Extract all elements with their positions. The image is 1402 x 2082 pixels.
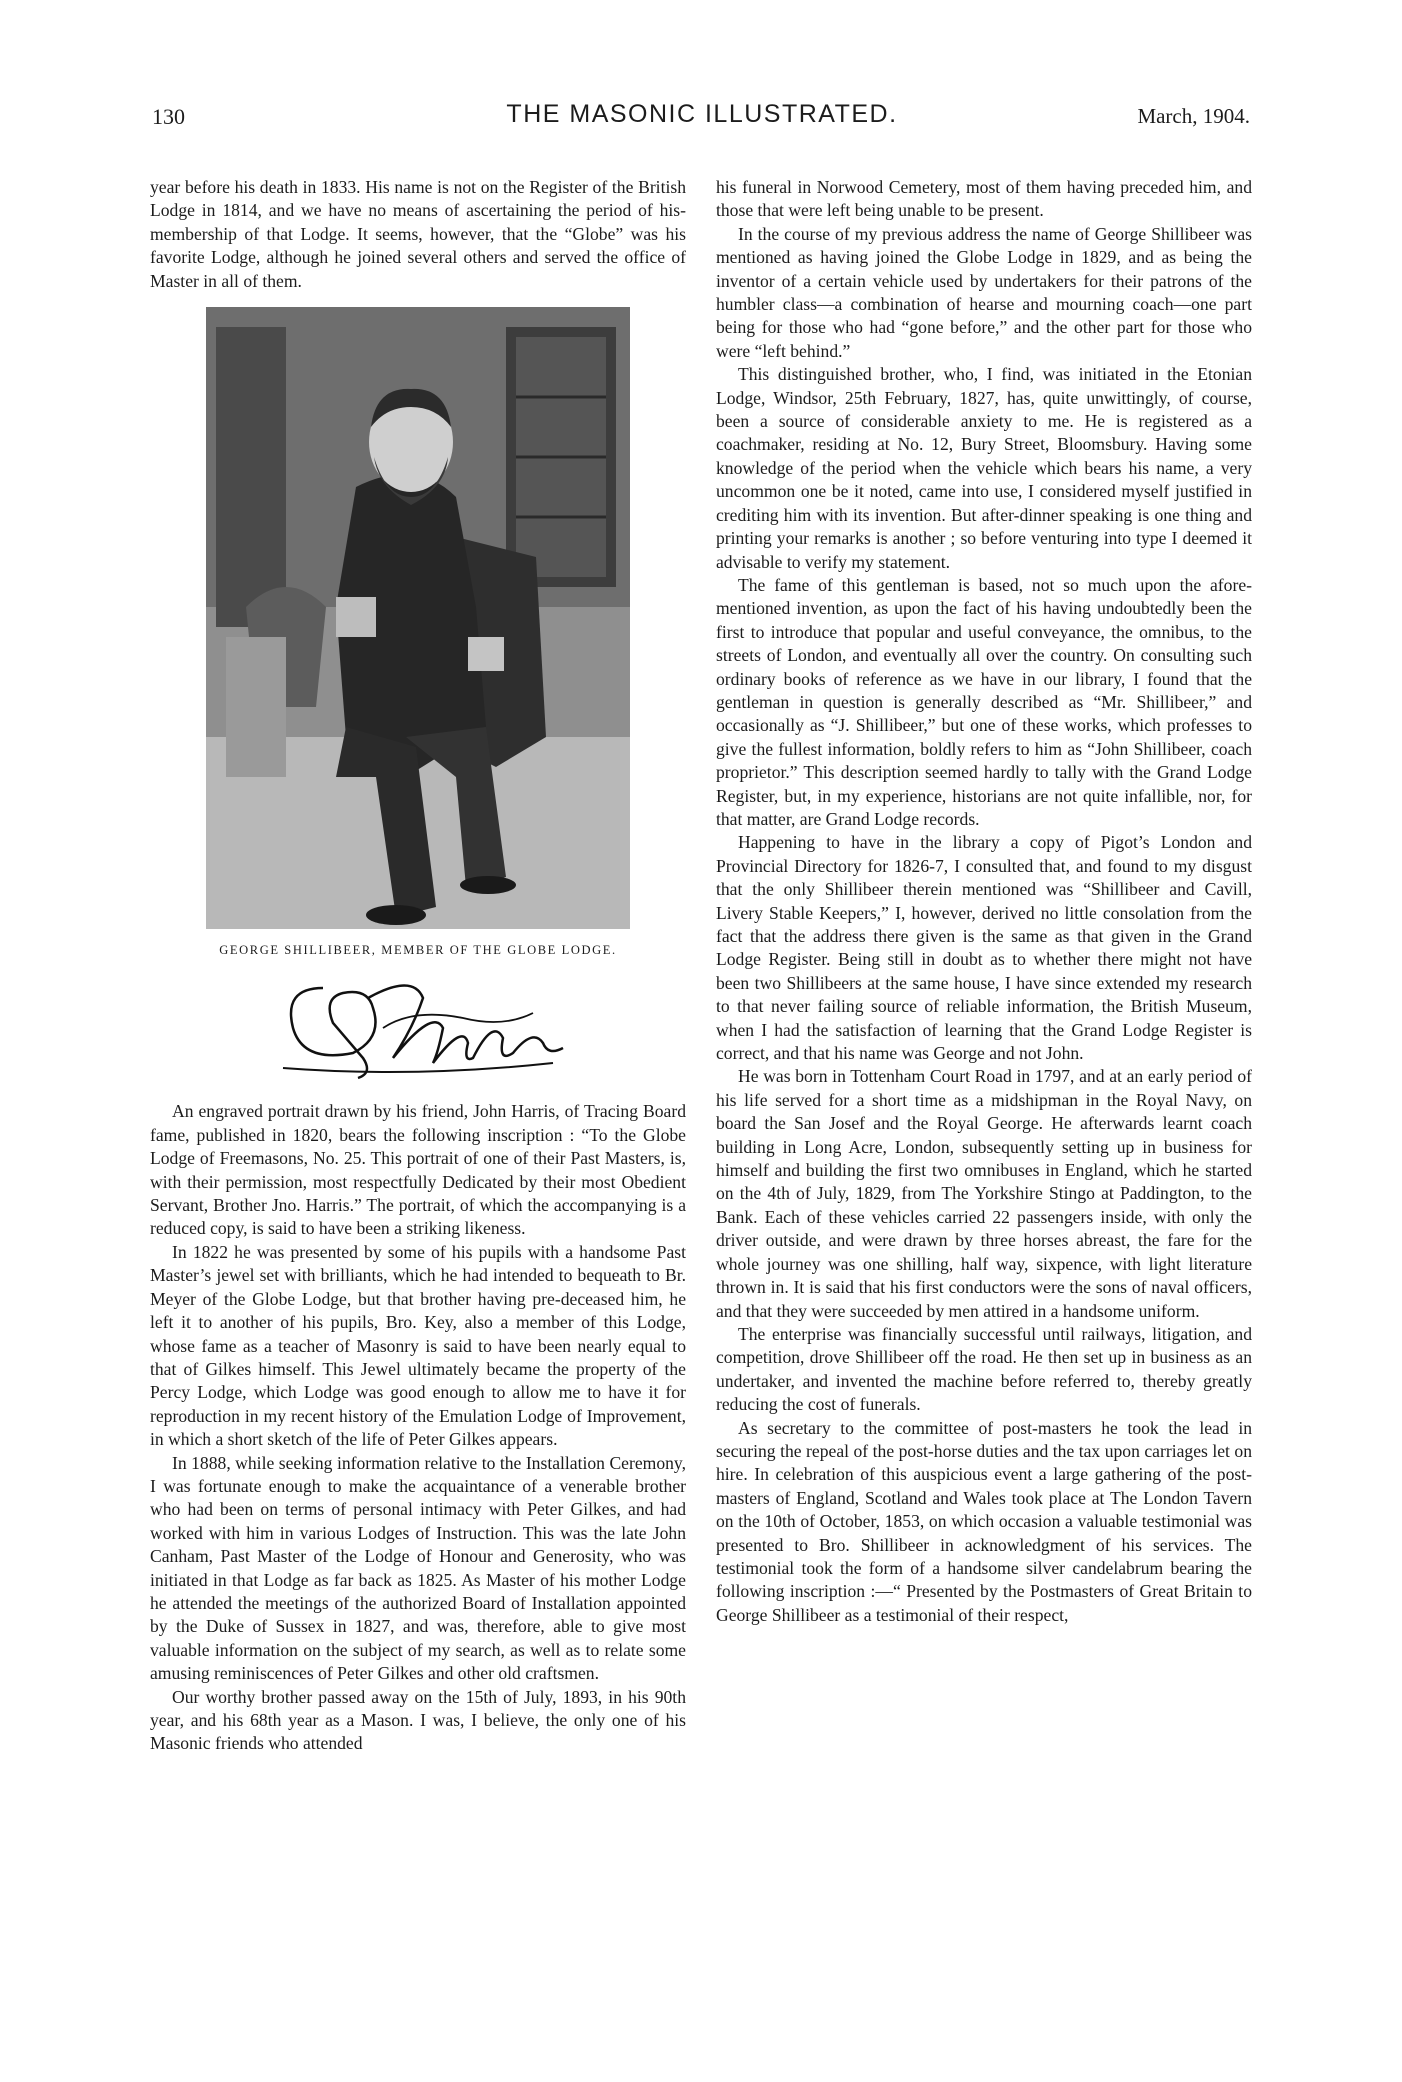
paragraph: The fame of this gentleman is based, not so much upon the afore-mentioned invention, as upon the fact of his having undoubtedly been the first to introduce that popular and useful conveyance, the omnibus, to the streets of London, and eventually all over the country. On consulting such ordinary books of reference as we have in our library, I found that the gentleman in question is generally described as “Mr. Shillibeer,” and occasionally as “J. Shillibeer,” but one of these works, which professes to give the fullest information, boldly refers to him as “John Shillibeer, coach proprietor.” This description seemed hardly to tally with the Grand Lodge Register, but, in my experience, historians are not quite infallible, nor, for that matter, are Grand Lodge records. — [716, 574, 1252, 829]
paragraph: his funeral in Norwood Cemetery, most of them having preceded him, and those that were left being unable to be present. — [716, 177, 1252, 221]
paragraph: He was born in Tottenham Court Road in 1797, and at an early period of his life served for a short time as a midshipman in the Royal Navy, on board the San Josef and the Royal George. He afterwards learnt coach building in Long Acre, London, subsequently setting up in business for himself and building the first two omnibuses in England, which he started on the 4th of July, 1829, from The Yorkshire Stingo at Paddington, to the Bank. Each of these vehicles carried 22 passengers inside, with only the driver outside, and were drawn by three horses abreast, the fare for the whole journey was one shilling, half way, sixpence, with light literature thrown in. It is said that his first conductors were the sons of naval officers, and that they were succeeded by men attired in a handsome uniform. — [716, 1066, 1252, 1321]
portrait-caption: GEORGE SHILLIBEER, MEMBER OF THE GLOBE LODGE. — [219, 943, 617, 958]
page-number: 130 — [152, 104, 185, 129]
page-header — [0, 100, 1402, 140]
issue-date: March, 1904. — [1137, 104, 1250, 128]
signature-image — [263, 968, 573, 1088]
paragraph: In the course of my previous address the name of George Shillibeer was mentioned as having joined the Globe Lodge in 1829, and as being the inventor of a certain vehicle used by undertakers for their patrons of the humbler class—a combination of hearse and mourning coach—one part being for those who had “gone before,” and the other part for those who were “left behind.” — [716, 223, 1252, 361]
paragraph: An engraved portrait drawn by his friend, John Harris, of Tracing Board fame, published in 1820, bears the following inscription : “To the Globe Lodge of Freemasons, No. 25. This portrait of one of their Past Masters, is, with their permission, most respectfully Dedicated by their most Obedient Servant, Brother Jno. Harris.” The portrait, of which the accompanying is a reduced copy, is said to have been a striking likeness. — [150, 1101, 686, 1239]
paragraph: Happening to have in the library a copy of Pigot’s London and Provincial Directory for 1826-7, I consulted that, and found to my disgust that the only Shillibeer therein mentioned was “Shillibeer and Cavill, Livery Stable Keepers,” I, however, derived no little consolation from the fact that the address there given is the same as that given in the Grand Lodge Register. Being still in doubt as to whether there might not have been two Shillibeers at the same house, I have since extended my research to that never failing source of reliable information, the British Museum, when I had the satisfaction of learning that the Grand Lodge Register is correct, and that his name was George and not John. — [716, 832, 1252, 1064]
paragraph: The enterprise was financially successful until railways, litigation, and competition, drove Shillibeer off the road. He then set up in business as an undertaker, and invented the machine before referred to, thereby greatly reducing the cost of funerals. — [716, 1323, 1252, 1415]
left-column — [150, 176, 686, 1756]
paragraph: Our worthy brother passed away on the 15th of July, 1893, in his 90th year, and his 68th year as a Mason. I was, I believe, the only one of his Masonic friends who attended — [150, 1686, 686, 1754]
paragraph: In 1888, while seeking information relative to the Installation Ceremony, I was fortunate enough to make the acquaintance of a venerable brother who had been on terms of personal intimacy with Peter Gilkes, and had worked with him in various Lodges of Instruction. This was the late John Canham, Past Master of the Lodge of Honour and Generosity, who was initiated in that Lodge as far back as 1825. As Master of his mother Lodge he attended the meetings of the authorized Board of Installation appointed by the Duke of Sussex in 1827, and was, therefore, able to give most valuable information on the subject of my search, as well as to relate some amusing reminiscences of Peter Gilkes and other old craftsmen. — [150, 1452, 686, 1684]
paragraph: As secretary to the committee of post-masters he took the lead in securing the repeal of the post-horse duties and the tax upon carriages let on hire. In celebration of this auspicious event a large gathering of the post-masters of England, Scotland and Wales took place at The London Tavern on the 10th of October, 1853, on which occasion a valuable testimonial was presented to Bro. Shillibeer in acknowledgment of his services. The testimonial took the form of a handsome silver candelabrum bearing the following inscription :—“ Presented by the Postmasters of Great Britain to George Shillibeer as a testimonial of their respect, — [716, 1417, 1252, 1625]
paragraph: This distinguished brother, who, I find, was initiated in the Etonian Lodge, Windsor, 25th February, 1827, has, quite unwittingly, of course, been a source of considerable anxiety to me. He is registered as a coachmaker, residing at No. 12, Bury Street, Bloomsbury. Having some knowledge of the period when the vehicle which bears his name, a very uncommon one be it noted, came into use, I considered myself justified in crediting him with its invention. But after-dinner speaking is one thing and printing your remarks is another ; so before venturing into type I deemed it advisable to verify my statement. — [716, 364, 1252, 572]
portrait-image — [206, 307, 630, 929]
journal-title: THE MASONIC ILLUSTRATED. — [506, 100, 898, 128]
paragraph: year before his death in 1833. His name is not on the Register of the British Lodge in 1814, and we have no means of ascertaining the period of his-membership of that Lodge. It seems, however, that the “Globe” was his favorite Lodge, although he joined several others and served the office of Master in all of them. — [150, 177, 686, 291]
paragraph: In 1822 he was presented by some of his pupils with a handsome Past Master’s jewel set with brilliants, which he had intended to bequeath to Br. Meyer of the Globe Lodge, but that brother having pre-deceased him, he left it to another of his pupils, Bro. Key, also a member of this Lodge, whose fame as a teacher of Masonry is said to have been nearly equal to that of Gilkes himself. This Jewel ultimately became the property of the Percy Lodge, which Lodge was good enough to allow me to have it for reproduction in my recent history of the Emulation Lodge of Improvement, in which a short sketch of the life of Peter Gilkes appears. — [150, 1241, 686, 1450]
portrait-figure — [206, 307, 630, 1088]
right-column — [716, 176, 1252, 1627]
